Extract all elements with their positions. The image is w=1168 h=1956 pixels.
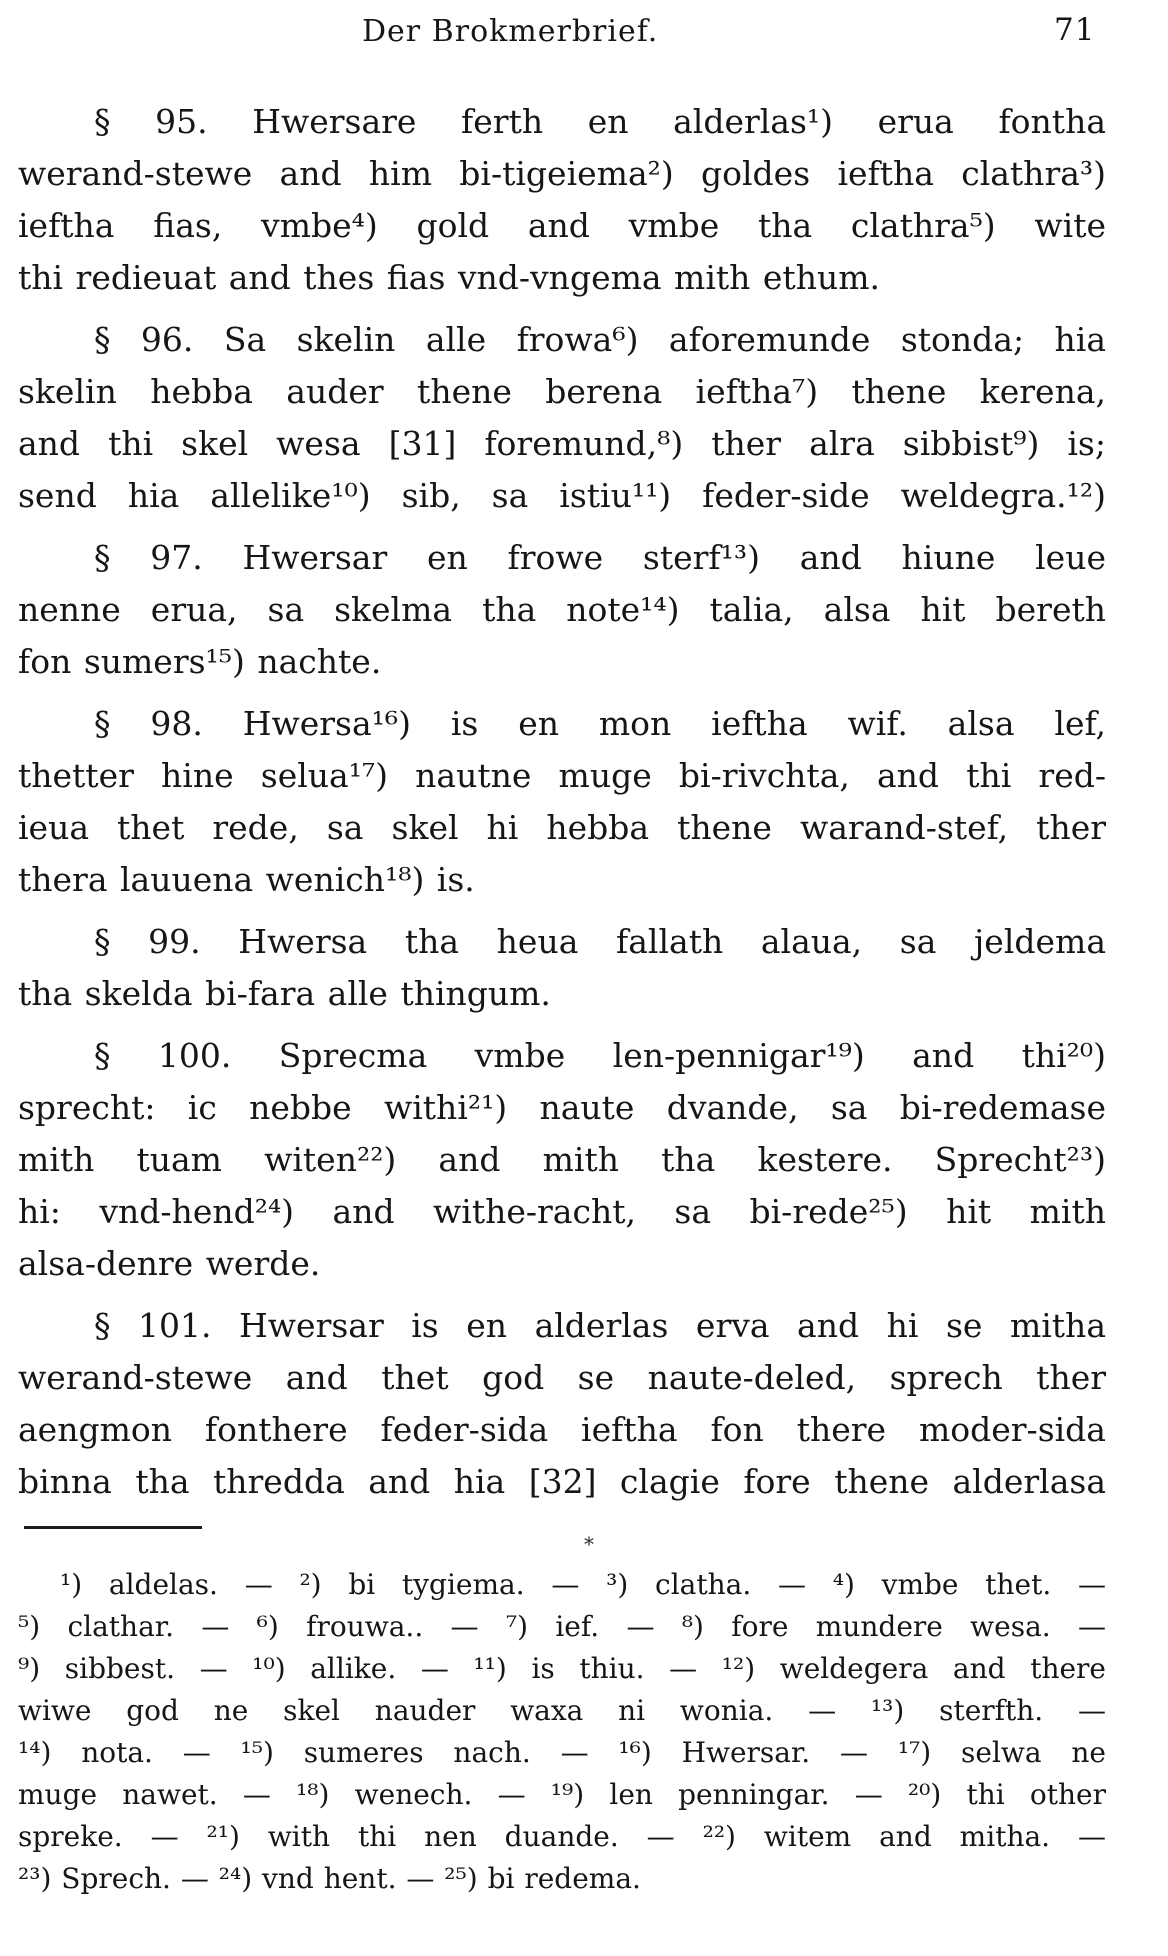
paragraph-98 (18, 698, 1106, 906)
body-line: ieua thet rede, sa skel hi hebba thene warand-stef, ther (18, 808, 1106, 847)
paragraph-99 (18, 916, 1106, 1020)
body-line: thi redieuat and thes fias vnd-vngema mith ethum. (18, 258, 880, 297)
body-line: § 98. Hwersa¹⁶) is en mon ieftha wif. alsa lef, (94, 704, 1106, 743)
footnote-line: ¹) aldelas. — ²) bi tygiema. — ³) clatha. — ⁴) vmbe thet. — (60, 1568, 1106, 1601)
footnote-line: wiwe god ne skel nauder waxa ni wonia. — ¹³) sterfth. — (18, 1694, 1106, 1727)
footnote-line: spreke. — ²¹) with thi nen duande. — ²²) witem and mitha. — (18, 1820, 1106, 1853)
body-line: alsa-denre werde. (18, 1244, 321, 1283)
body-line: § 96. Sa skelin alle frowa⁶) aforemunde stonda; hia (94, 320, 1106, 359)
footnote-line: ²³) Sprech. — ²⁴) vnd hent. — ²⁵) bi redema. (18, 1862, 641, 1895)
body-line: sprecht: ic nebbe withi²¹) naute dvande, sa bi-redemase (18, 1088, 1106, 1127)
body-line: § 100. Sprecma vmbe len-pennigar¹⁹) and thi²⁰) (94, 1036, 1106, 1075)
body-line: mith tuam witen²²) and mith tha kestere. Sprecht²³) (18, 1140, 1106, 1179)
paragraph-95 (18, 96, 1106, 304)
footnote-line: ⁵) clathar. — ⁶) frouwa.. — ⁷) ief. — ⁸) fore mundere wesa. — (18, 1610, 1106, 1643)
body-line: and thi skel wesa [31] foremund,⁸) ther alra sibbist⁹) is; (18, 424, 1106, 463)
paragraph-97 (18, 532, 1106, 688)
body-line: tha skelda bi-fara alle thingum. (18, 974, 551, 1013)
paragraph-96 (18, 314, 1106, 522)
body-line: binna tha thredda and hia [32] clagie fore thene alderlasa (18, 1462, 1106, 1501)
body-line: werand-stewe and him bi-tigeiema²) goldes ieftha clathra³) (18, 154, 1106, 193)
body-line: werand-stewe and thet god se naute-deled, sprech ther (18, 1358, 1106, 1397)
printers-mark: * (584, 1532, 594, 1556)
footnote-separator-rule (24, 1526, 202, 1529)
footnote-line: muge nawet. — ¹⁸) wenech. — ¹⁹) len penningar. — ²⁰) thi other (18, 1778, 1106, 1811)
body-line: thera lauuena wenich¹⁸) is. (18, 860, 475, 899)
body-line: skelin hebba auder thene berena ieftha⁷) thene kerena, (18, 372, 1106, 411)
running-header-title: Der Brokmerbrief. (362, 14, 659, 49)
body-line: send hia allelike¹⁰) sib, sa istiu¹¹) feder-side weldegra.¹²) (18, 476, 1106, 515)
footnote-line: ¹⁴) nota. — ¹⁵) sumeres nach. — ¹⁶) Hwersar. — ¹⁷) selwa ne (18, 1736, 1106, 1769)
body-line: § 97. Hwersar en frowe sterf¹³) and hiune leue (94, 538, 1106, 577)
footnote-line: ⁹) sibbest. — ¹⁰) allike. — ¹¹) is thiu. — ¹²) weldegera and there (18, 1652, 1106, 1685)
running-header (0, 0, 1168, 96)
body-line: hi: vnd-hend²⁴) and withe-racht, sa bi-rede²⁵) hit mith (18, 1192, 1106, 1231)
body-line: ieftha fias, vmbe⁴) gold and vmbe tha clathra⁵) wite (18, 206, 1106, 245)
body-line: § 101. Hwersar is en alderlas erva and hi se mitha (94, 1306, 1106, 1345)
paragraph-101 (18, 1300, 1106, 1508)
footnotes (18, 1564, 1106, 1900)
body-line: aengmon fonthere feder-sida ieftha fon there moder-sida (18, 1410, 1106, 1449)
body-line: § 95. Hwersare ferth en alderlas¹) erua fontha (94, 102, 1106, 141)
body-line: § 99. Hwersa tha heua fallath alaua, sa jeldema (94, 922, 1106, 961)
page-number: 71 (1054, 12, 1096, 48)
body-line: fon sumers¹⁵) nachte. (18, 642, 382, 681)
body-line: nenne erua, sa skelma tha note¹⁴) talia, alsa hit bereth (18, 590, 1106, 629)
body-text (18, 96, 1106, 1508)
body-line: thetter hine selua¹⁷) nautne muge bi-rivchta, and thi red- (18, 756, 1106, 795)
paragraph-100 (18, 1030, 1106, 1290)
